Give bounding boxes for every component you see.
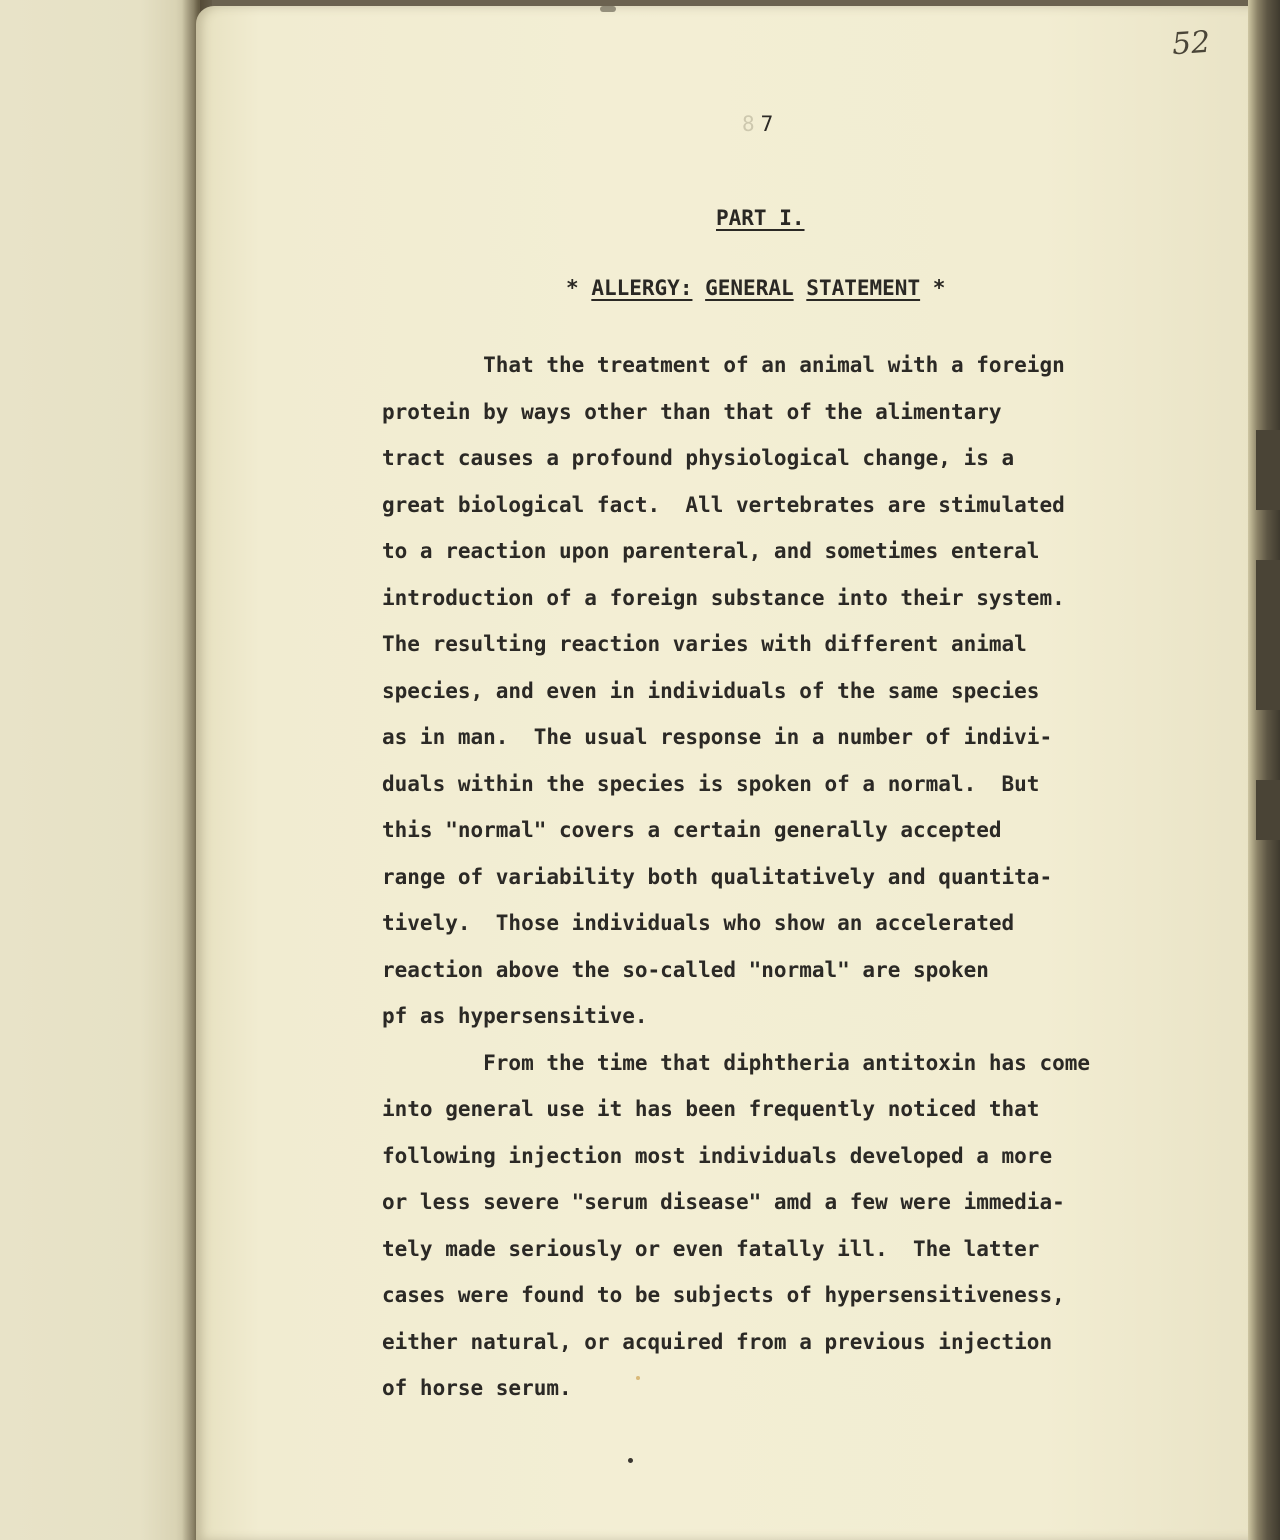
text-line: tely made seriously or even fatally ill. The latter [382, 1236, 1040, 1261]
heading-word-allergy: ALLERGY: [591, 276, 693, 300]
text-line: or less severe "serum disease" amd a few were immedia- [382, 1190, 1065, 1214]
text-line: From the time that diphtheria antitoxin has come [382, 1050, 1091, 1075]
text-line: The resulting reaction varies with different animal [382, 632, 1027, 656]
text-line: range of variability both qualitatively and quantita- [382, 864, 1053, 889]
heading-word-general: GENERAL [705, 276, 794, 300]
part-heading: PART I. [716, 206, 805, 230]
text-line: of horse serum. [382, 1376, 572, 1400]
binding-tape [1256, 560, 1280, 710]
page-number [742, 112, 773, 136]
text-line: great biological fact. All vertebrates are stimulated [382, 492, 1065, 517]
text-line: pf as hypersensitive. [382, 1004, 648, 1028]
text-line: introduction of a foreign substance into their system. [382, 585, 1065, 610]
body-text [382, 342, 1212, 1412]
document-page [196, 6, 1254, 1540]
paper-mark [600, 6, 616, 12]
binding-tape [1256, 430, 1280, 510]
text-line: duals within the species is spoken of a normal. But [382, 771, 1040, 796]
section-heading [566, 276, 945, 300]
heading-asterisk-left: * [566, 276, 579, 300]
text-line: That the treatment of an animal with a foreign [382, 353, 1065, 377]
text-line: following injection most individuals developed a more [382, 1143, 1053, 1168]
ink-speck [636, 1376, 640, 1380]
binding-tape [1256, 780, 1280, 840]
facing-page-left [0, 0, 200, 1540]
text-line: species, and even in individuals of the same species [382, 678, 1040, 703]
text-line: to a reaction upon parenteral, and sometimes enteral [382, 539, 1040, 563]
heading-asterisk-right: * [932, 276, 946, 300]
handwritten-folio-number: 52 [1170, 24, 1212, 63]
heading-word-statement: STATEMENT [806, 276, 921, 300]
text-line: either natural, or acquired from a previous injection [382, 1329, 1053, 1354]
text-line: tively. Those individuals who show an accelerated [382, 911, 1015, 935]
text-line: this "normal" covers a certain generally accepted [382, 818, 1002, 842]
book-edge-right [1248, 0, 1280, 1540]
text-line: as in man. The usual response in a number of indivi- [382, 725, 1053, 749]
text-line: protein by ways other than that of the alimentary [382, 399, 1002, 424]
text-line: cases were found to be subjects of hypersensitiveness, [382, 1283, 1065, 1307]
page-dot-mark [628, 1458, 633, 1463]
faint-page-mark: 8 [742, 112, 755, 136]
text-line: tract causes a profound physiological change, is a [382, 446, 1015, 470]
text-line: into general use it has been frequently noticed that [382, 1097, 1040, 1121]
text-line: reaction above the so-called "normal" are spoken [382, 957, 989, 982]
page-number-value: 7 [760, 112, 774, 136]
